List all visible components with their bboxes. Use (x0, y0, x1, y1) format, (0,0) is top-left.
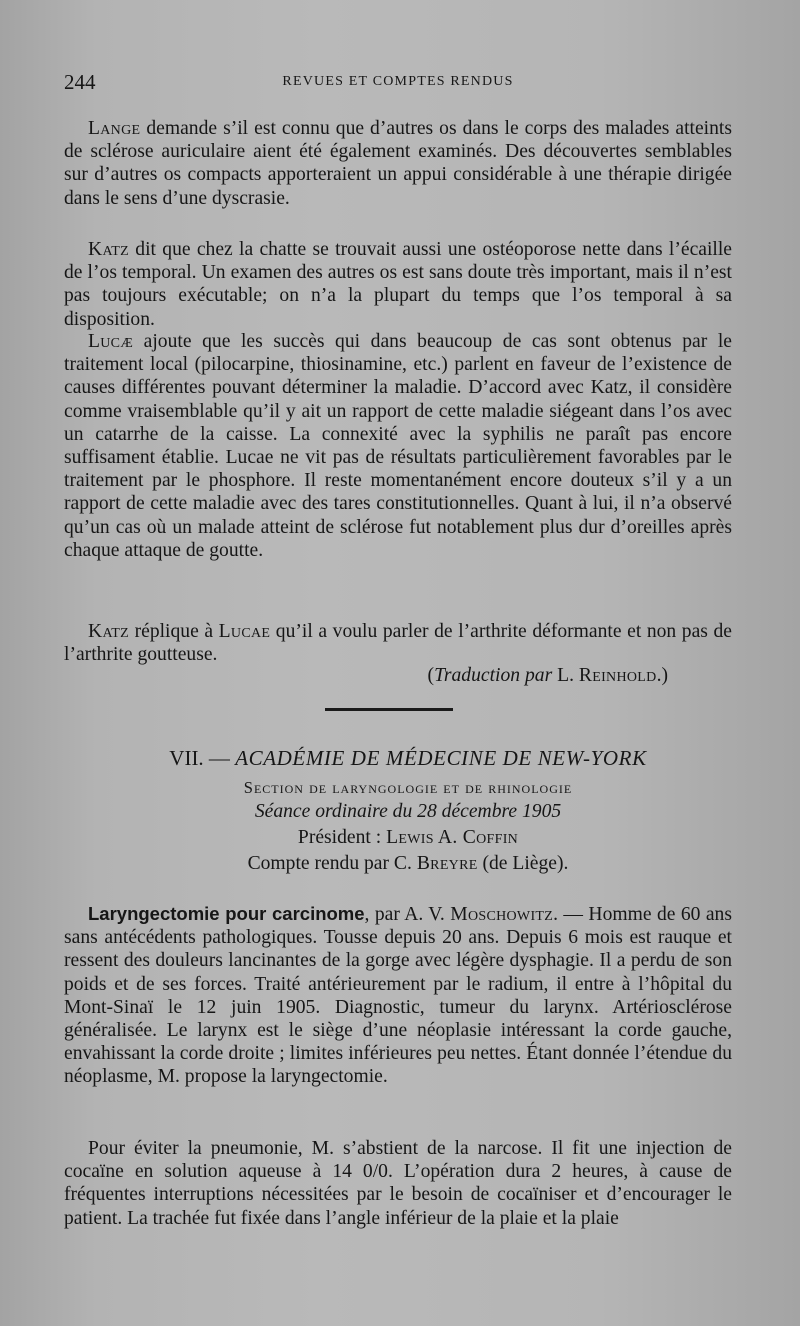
credit-label: Traduction par (434, 665, 553, 686)
president-label: Président : (297, 827, 387, 848)
translator-name: Reinhold (578, 665, 657, 686)
translation-credit (64, 664, 668, 687)
paragraph-katz (64, 238, 732, 331)
report-suffix: (de Liège). (477, 853, 569, 874)
article-title: Laryngectomie pour carcinome (88, 903, 365, 924)
session-date: Séance ordinaire du 28 décembre 1905 (254, 801, 562, 822)
running-title: REVUES ET COMPTES RENDUS (282, 74, 514, 89)
speaker-name: Lucæ (88, 331, 134, 352)
paragraph-text: . — Homme de 60 ans sans antécédents pathologiques. Tousse depuis 20 ans. Depuis 6 mois est rauque et ressent des douleurs lancinantes de la gorge avec légère dysphagie. Il a perdu de son poids et de ses forces. Traité antérieurement par le radium, il entre à l’hôpital du Mont-Sinaï le 12 juin 1905. Diagnostic, tumeur du larynx. Artériosclérose généralisée. Le larynx est le siège d’une néoplasie intéressant la corde gauche, envahissant la corde droite ; limites inférieures peu nettes. Étant donnée l’étendue du néoplasme, M. propose la laryngectomie. (64, 904, 732, 1088)
paragraph-text: ajoute que les succès qui dans beaucoup de cas sont obtenus par le traitement local (pilocarpine, thiosinamine, etc.) parlent en faveur de l’existence de causes différentes pouvant déterminer la maladie. D’accord avec Katz, il considère comme vraisemblable qu’il y ait un rapport de cette maladie siégeant dans l’os avec un catarrhe de la caisse. La connexité avec la syphilis ne paraît pas encore suffisament établie. Lucae ne vit pas de résultats particulièrement favorables par le traitement par le phosphore. Il reste momentanément encore douteux s’il y a un rapport de cette maladie avec des tares constitutionnelles. Quant à lui, il n’a observé qu’un cas où un malade atteint de sclérose fut notablement plus dur d’oreilles après chaque attaque de goutte. (64, 331, 732, 561)
credit-paren: ( (427, 665, 435, 686)
section-number: VII. — (169, 746, 236, 770)
paragraph-lange (64, 117, 732, 210)
speaker-name: Katz (88, 239, 130, 260)
section-heading (64, 745, 752, 771)
credit-space: L. (552, 665, 579, 686)
paragraph-operation: Pour éviter la pneumonie, M. s’abstient de la narcose. Il fit une injection de cocaïne en solution aqueuse à 14 0/0. L’opération dura 2 heures, à cause de fréquentes interruptions nécessitées par le besoin de cocaïniser et d’encourager le patient. La trachée fut fixée dans l’angle inférieur de la plaie et la plaie (64, 1138, 732, 1229)
paragraph-katz-reply (64, 620, 732, 666)
paragraph-text: demande s’il est connu que d’autres os dans le corps des malades atteints de sclérose auriculaire aient été également examinés. Des découvertes semblables sur d’autres os compacts apporteraient un appui considérable à une thérapie dirigée dans le sens d’une dyscrasie. (64, 118, 732, 209)
section-subtitle: Section de laryngologie et de rhinologie (243, 778, 573, 797)
page-header (64, 70, 732, 94)
reporter-name: Breyre (416, 853, 478, 874)
paragraph-text: dit que chez la chatte se trouvait aussi une ostéoporose nette dans l’écaille de l’os temporal. Un examen des autres os est sans doute très important, mais il n’est pas toujours exécutable; on n’a la plupart du temps que l’os temporal à sa disposition. (64, 239, 732, 330)
speaker-name: Katz (88, 621, 130, 642)
section-title: ACADÉMIE DE MÉDECINE DE NEW-YORK (235, 746, 647, 770)
section-divider (325, 708, 453, 711)
president-name: Lewis A. Coffin (386, 827, 519, 848)
speaker-name: Lucae (218, 621, 271, 642)
paragraph-lucae (64, 330, 732, 562)
report-line (64, 852, 752, 875)
paragraph-text: , par A. V. (364, 904, 451, 925)
paragraph-text: réplique à (129, 621, 219, 642)
page-number: 244 (64, 70, 96, 94)
report-prefix: Compte rendu par C. (247, 853, 417, 874)
credit-paren: .) (656, 665, 668, 686)
speaker-name: Lange (88, 118, 141, 139)
president-line (64, 826, 752, 849)
author-name: Moschowitz (450, 904, 554, 925)
paragraph-laryngectomie (64, 902, 732, 1089)
paragraph-text: qu’il a voulu parler de l’arthrite déformante et non pas de l’arthrite goutteuse. (64, 621, 732, 666)
